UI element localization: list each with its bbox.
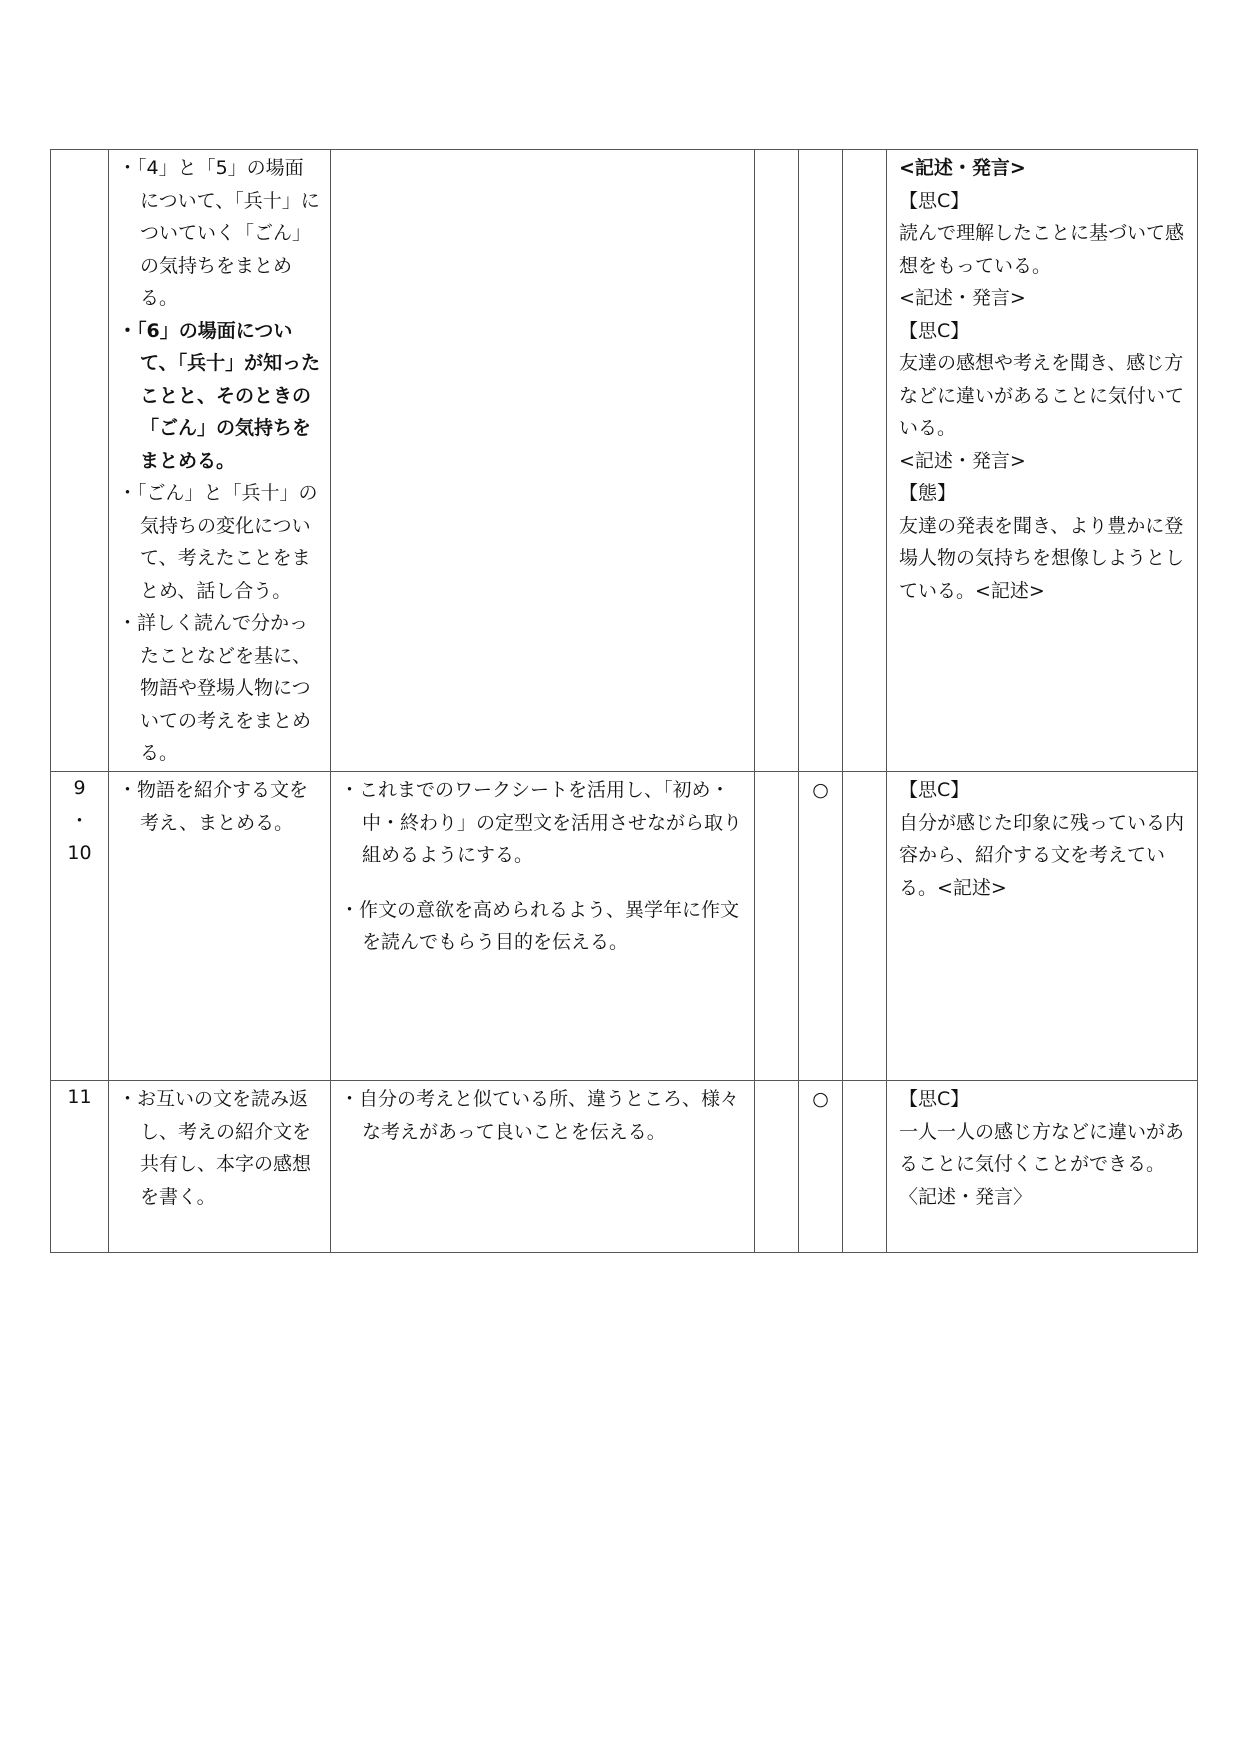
check-column-cell [843, 772, 887, 1081]
learning-activity-cell [109, 1081, 331, 1253]
check-column-cell [755, 1081, 799, 1253]
lesson-plan-body [51, 150, 1198, 1253]
lesson-number-cell [51, 772, 109, 1081]
evaluation-line: 友達の感想や考えを聞き、感じ方などに違いがあることに気付いている。 [899, 352, 1185, 439]
evaluation-line: <記述・発言> [899, 157, 1026, 179]
check-column-cell [799, 1081, 843, 1253]
evaluation-cell [887, 772, 1198, 1081]
evaluation-cell [887, 150, 1198, 772]
evaluation-line: 【思C】 [899, 319, 970, 342]
check-column-cell [843, 1081, 887, 1253]
lesson-number-part: 10 [67, 842, 92, 864]
evaluation-line: 一人一人の感じ方などに違いがあることに気付くことができる。〈記述・発言〉 [899, 1120, 1185, 1208]
activity-item: ・詳しく読んで分かったことなどを基に、物語や登場人物についての考えをまとめる。 [118, 612, 312, 764]
evaluation-line: <記述・発言> [899, 287, 1026, 309]
activity-item: ・「6」の場面について、「兵十」が知ったことと、そのときの「ごん」の気持ちをまとめる。 [118, 319, 321, 472]
check-column-cell [799, 772, 843, 1081]
activity-item: ・物語を紹介する文を考え、まとめる。 [118, 779, 309, 834]
check-mark: ○ [812, 1088, 829, 1110]
evaluation-line: 【思C】 [899, 1088, 970, 1110]
lesson-number-part: ・ [69, 809, 89, 832]
lesson-number-part: 9 [73, 777, 86, 799]
evaluation-cell [887, 1081, 1198, 1253]
teacher-support-cell [331, 772, 755, 1081]
activity-item: ・お互いの文を読み返し、考えの紹介文を共有し、本字の感想を書く。 [118, 1088, 312, 1208]
check-mark [799, 150, 842, 152]
activity-item: ・「ごん」と「兵十」の気持ちの変化について、考えたことをまとめ、話し合う。 [118, 482, 318, 602]
support-item: ・これまでのワークシートを活用し、「初め・中・終わり」の定型文を活用させながら取り組めるようにする。 [340, 779, 743, 866]
table-row [51, 1081, 1198, 1253]
lesson-number-cell [51, 1081, 109, 1253]
lesson-number-cell [51, 150, 109, 772]
teacher-support-cell [331, 1081, 755, 1253]
learning-activity-cell [109, 772, 331, 1081]
evaluation-line: 友達の発表を聞き、より豊かに登場人物の気持ちを想像しようとしている。<記述> [899, 514, 1185, 602]
lesson-number-part: 11 [67, 1086, 92, 1108]
support-item: ・作文の意欲を高められるよう、異学年に作文を読んでもらう目的を伝える。 [340, 898, 740, 953]
evaluation-line: 自分が感じた印象に残っている内容から、紹介する文を考えている。<記述> [899, 811, 1185, 899]
lesson-plan-table [50, 149, 1198, 1253]
evaluation-line: <記述・発言> [899, 449, 1026, 472]
activity-item: ・「4」と「5」の場面について、「兵十」についていく「ごん」の気持ちをまとめる。 [118, 157, 320, 309]
evaluation-line: 【思C】 [899, 189, 970, 212]
evaluation-line: 【思C】 [899, 779, 970, 801]
check-mark: ○ [812, 779, 829, 801]
teacher-support-cell [331, 150, 755, 772]
support-item: ・自分の考えと似ている所、違うところ、様々な考えがあって良いことを伝える。 [340, 1088, 740, 1143]
table-row [51, 772, 1198, 1081]
check-column-cell [799, 150, 843, 772]
evaluation-line: 【態】 [899, 482, 957, 504]
evaluation-line: 読んで理解したことに基づいて感想をもっている。 [899, 222, 1185, 277]
check-column-cell [755, 150, 799, 772]
check-column-cell [843, 150, 887, 772]
table-row [51, 150, 1198, 772]
learning-activity-cell [109, 150, 331, 772]
check-column-cell [755, 772, 799, 1081]
